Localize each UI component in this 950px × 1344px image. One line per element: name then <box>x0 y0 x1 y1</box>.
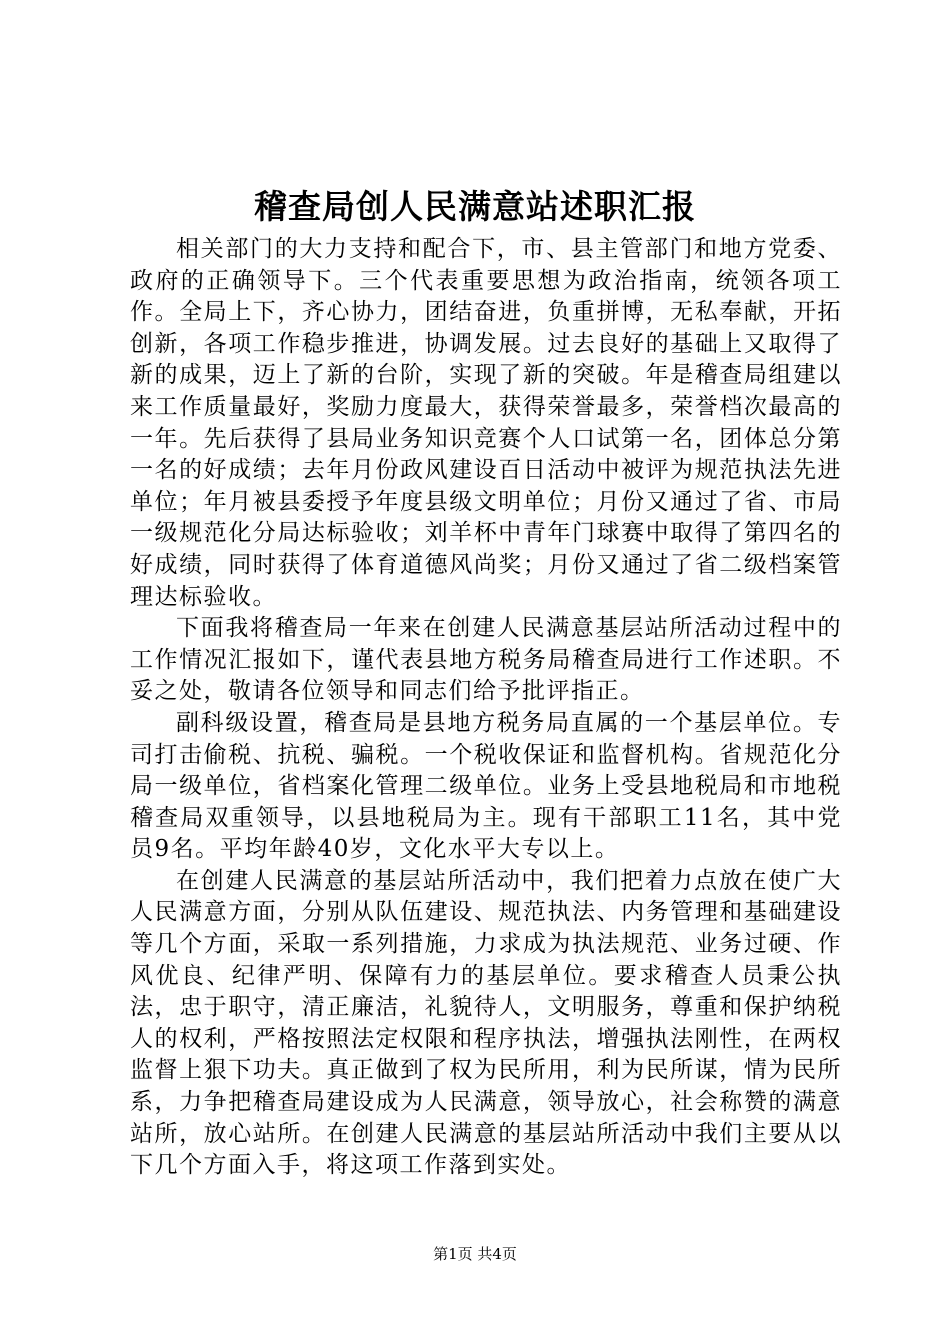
paragraph-achievements: 相关部门的大力支持和配合下，市、县主管部门和地方党委、政府的正确领导下。三个代表重要思想为政治指南，统领各项工作。全局上下，齐心协力，团结奋进，负重拼博，无私奉献，开拓创新，各项工作稳步推进，协调发展。过去良好的基础上又取得了新的成果，迈上了新的台阶，实现了新的突破。年是稽查局组建以来工作质量最好，奖励力度最大，获得荣誉最多，荣誉档次最高的一年。先后获得了县局业务知识竞赛个人口试第一名，团体总分第一名的好成绩；去年月份政风建设百日活动中被评为规范执法先进单位；年月被县委授予年度县级文明单位；月份又通过了省、市局一级规范化分局达标验收；刘羊杯中青年门球赛中取得了第四名的好成绩，同时获得了体育道德风尚奖；月份又通过了省二级档案管理达标验收。 <box>130 236 842 610</box>
paragraph-activities: 在创建人民满意的基层站所活动中，我们把着力点放在使广大人民满意方面，分别从队伍建设、规范执法、内务管理和基础建设等几个方面，采取一系列措施，力求成为执法规范、业务过硬、作风优良、纪律严明、保障有力的基层单位。要求稽查人员秉公执法，忠于职守，清正廉洁，礼貌待人，文明服务，尊重和保护纳税人的权利，严格按照法定权限和程序执法，增强执法刚性，在两权监督上狠下功夫。真正做到了权为民所用，利为民所谋，情为民所系，力争把稽查局建设成为人民满意，领导放心，社会称赞的满意站所，放心站所。在创建人民满意的基层站所活动中我们主要从以下几个方面入手，将这项工作落到实处。 <box>130 867 842 1179</box>
paragraph-introduction: 下面我将稽查局一年来在创建人民满意基层站所活动过程中的工作情况汇报如下，谨代表县地方税务局稽查局进行工作述职。不妥之处，敬请各位领导和同志们给予批评指正。 <box>130 615 842 705</box>
page-number: 第1页 共4页 <box>433 1245 517 1263</box>
document-body <box>130 234 842 1182</box>
document-title: 稽查局创人民满意站述职汇报 <box>254 187 696 226</box>
paragraph-organization: 副科级设置，稽查局是县地方税务局直属的一个基层单位。专司打击偷税、抗税、骗税。一个税收保证和监督机构。省规范化分局一级单位，省档案化管理二级单位。业务上受县地税局和市地税稽查局双重领导，以县地税局为主。现有干部职工11名，其中党员9名。平均年龄40岁，文化水平大专以上。 <box>130 709 842 863</box>
